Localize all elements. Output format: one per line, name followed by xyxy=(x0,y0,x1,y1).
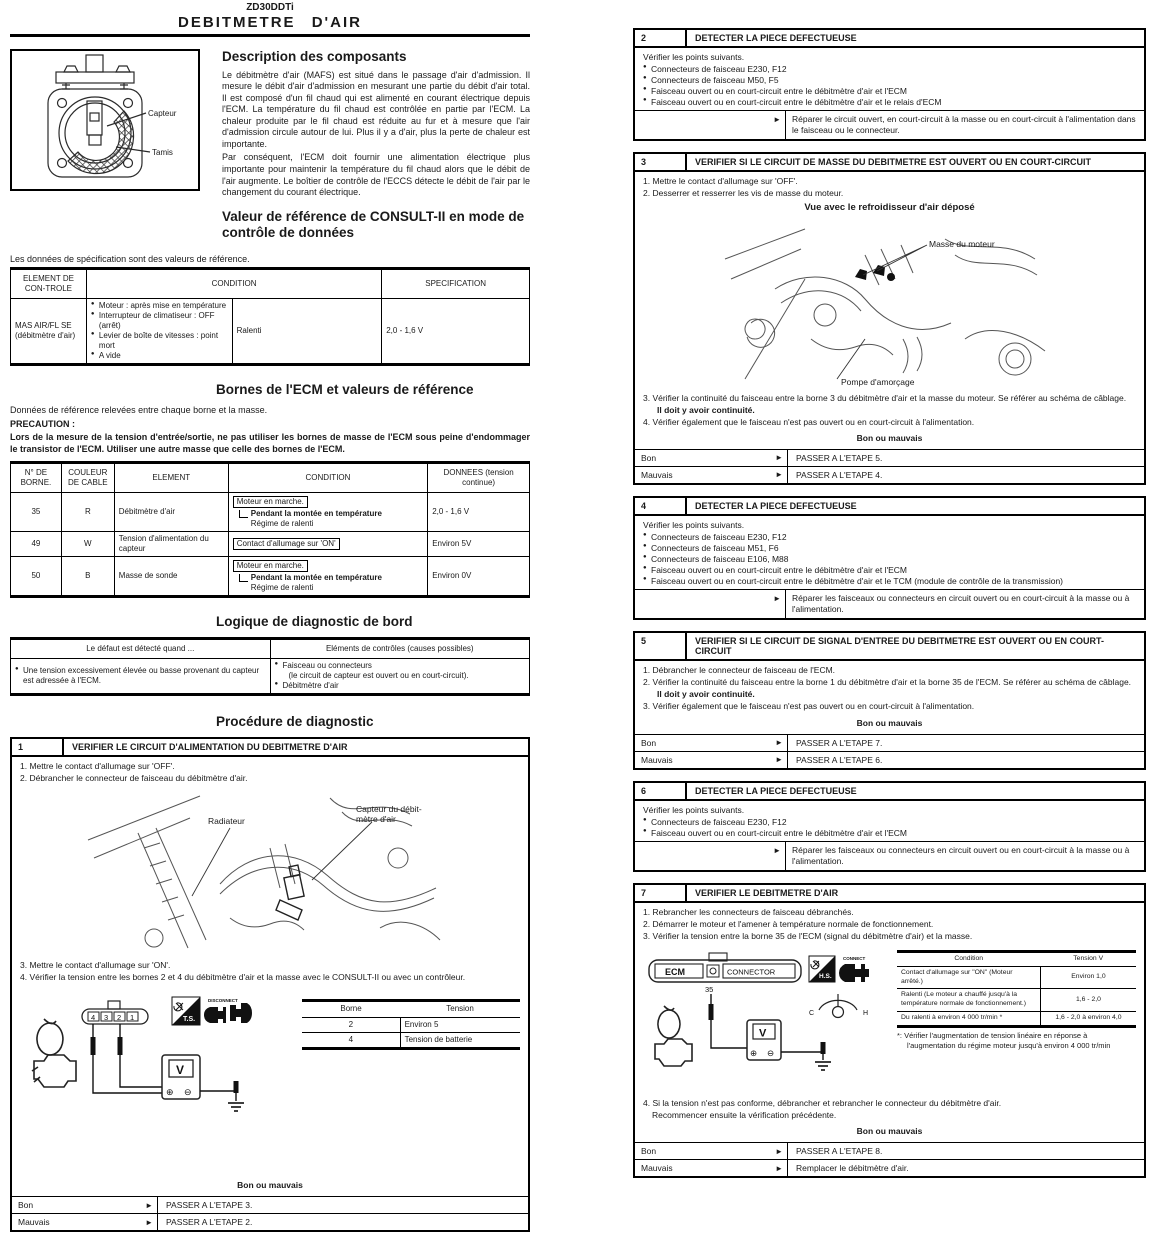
ts-icon xyxy=(172,997,200,1025)
hs-icon xyxy=(809,956,835,982)
svg-text:⊖: ⊖ xyxy=(767,1047,775,1058)
logique-heading: Logique de diagnostic de bord xyxy=(216,614,413,630)
result-row-bon: Bon ► PASSER A L'ETAPE 8. xyxy=(635,1142,1144,1159)
result-row-mauvais: Mauvais ► PASSER A L'ETAPE 2. xyxy=(12,1213,528,1230)
bornes-col-couleur: COULEUR DE CABLE xyxy=(61,463,114,493)
svg-text:⊕: ⊕ xyxy=(166,1087,174,1098)
engine-compartment-illustration xyxy=(80,788,460,956)
description-text xyxy=(222,49,530,246)
engine-icon xyxy=(655,1006,692,1066)
figure-label-pompe: Pompe d'amorçage xyxy=(840,376,914,387)
ground-symbol xyxy=(781,1042,831,1070)
page-title: DEBITMETRE D'AIR xyxy=(178,14,362,31)
bornes-heading: Bornes de l'ECM et valeurs de référence xyxy=(216,382,474,398)
svg-text:T.S.: T.S. xyxy=(183,1016,196,1024)
figure-label-tamis: Tamis xyxy=(152,148,173,157)
description-section xyxy=(10,49,530,246)
engine-bay-figure-1 xyxy=(20,788,520,956)
title-rule xyxy=(10,34,530,37)
engine-ground-illustration xyxy=(715,219,1065,389)
temperature-gauge-icon xyxy=(819,994,857,1018)
precaution-text: Lors de la mesure de la tension d'entrée/sortie, ne pas utiliser les bornes de masse de l'ECM sous peine d'endommager le transistor de l'ECM. Utiliser une autre masse que celle des bornes de l'ECM. xyxy=(10,432,530,454)
table-row: Contact d'allumage sur "ON" (Moteur arrêté.) Environ 1,0 xyxy=(897,966,1136,989)
tension-table-wrap xyxy=(897,950,1136,1050)
maf-connector-icon xyxy=(82,1001,148,1024)
connect-icon xyxy=(839,956,869,982)
repair-action-row: ► Réparer le circuit ouvert, en court-circuit à la masse ou en court-circuit à l'alimentation dans le faisceau ou le connecteur. xyxy=(635,110,1144,139)
svg-text:CONNECTOR: CONNECTOR xyxy=(727,967,776,977)
consult-row xyxy=(11,299,530,365)
table-row: 49 W Tension d'alimentation du capteur Contact d'allumage sur 'ON' Environ 5V xyxy=(11,532,530,557)
step-1-body: 1. Mettre le contact d'allumage sur 'OFF'. 2. Débrancher le connecteur de faisceau du débitmètre d'air. Radiateur Capteur du débit- mètre d'air 3. Mettre le contact d'allumage sur 'ON'. 4. Vérifier la tension entre les bornes 2 et 4 du débitmètre d'air et la masse avec le CONSULT-II ou avec un contrôleur. 4 3 2 1 V ⊕ ⊖ T.S. DISCONNECT Borne Tension 2 Environ 5 4 Tension de batterie Bon ou mauvais xyxy=(12,757,528,1196)
ecm-terminals-table xyxy=(10,461,530,598)
borne-tension-table-wrap xyxy=(302,999,520,1050)
svg-text:C: C xyxy=(809,1009,815,1017)
consult-condition2-cell: Ralenti xyxy=(232,299,382,365)
consult-col-spec: SPECIFICATION xyxy=(382,269,530,299)
consult-col-element: ELEMENT DE CON-TROLE xyxy=(11,269,87,299)
arrow-icon: ► xyxy=(775,1146,783,1156)
figure-label-capteur-line1: Capteur du débit- xyxy=(356,804,422,815)
voltmeter-icon xyxy=(162,1055,200,1099)
consult-note: Les données de spécification sont des valeurs de référence. xyxy=(10,254,250,265)
engine-code: ZD30DDTi xyxy=(246,2,294,13)
svg-text:ECM: ECM xyxy=(665,966,685,977)
ecm-connector-icon xyxy=(649,953,801,994)
svg-text:DISCONNECT: DISCONNECT xyxy=(208,998,238,1004)
svg-text:H: H xyxy=(863,1009,869,1017)
result-row-bon: Bon ► PASSER A L'ETAPE 7. xyxy=(635,734,1144,751)
description-para1: Le débitmètre d'air (MAFS) est situé dans le passage d'air d'admission. Il mesure le débit d'air d'admission en mesurant une partie du débit d'air total. Il est composé d'un fil chaud qui est alimenté en courant électrique depuis l'ECM. La température du fil chaud est contrôlée en partie par l'ECM. La chaleur produite par le fil chaud est réduite au fur et à mesure que l'air d'admission circule autour de lui. Plus il y a d'air, plus la perte de chaleur est importante. xyxy=(222,69,530,149)
step-7-box: 7 VERIFIER LE DEBITMETRE D'AIR 1. Rebrancher les connecteurs de faisceau débranchés. 2. Démarrer le moteur et l'amener à température normale de fonctionnement. 3. Vérifier la tension entre la borne 35 de l'ECM (signal du débitmètre d'air) et la masse. ECM CONNECTOR 35 V ⊕ ⊖ H.S. CONNECT C H Condition Tension V Contact d'allumage sur "ON" (Moteur arrêté.) Environ 1,0 Ralenti (Le moteur a chauffé jusqu'à la température normale de fonctionnement.) 1,6 - 2,0 Du ralenti à environ 4 000 tr/min * 1,6 - 2,0 à environ 4,0 *: Vérifier l'augmentation de tension linéaire en réponse à l'augmentation du régime moteur jusqu'à environ 4 000 tr/min 4. Si la tension n'est pas conforme, débrancher et rebrancher le connecteur du débitmètre d'air. Recommencer ensuite la vérification précédente. Bon ou mauvais Bon ► PASSER A L'ETAPE 8. Mauvais ► Remplacer le débitmètre d'air. xyxy=(633,883,1146,1178)
bornes-note: Données de référence relevées entre chaque borne et la masse. xyxy=(10,405,268,416)
logique-col2-header: Eléments de contrôles (causes possibles) xyxy=(270,639,530,659)
table-row: Du ralenti à environ 4 000 tr/min * 1,6 - 2,0 à environ 4,0 xyxy=(897,1012,1136,1027)
svg-text:1: 1 xyxy=(130,1013,135,1023)
figure-label-capteur-line2: mètre d'air xyxy=(356,814,396,825)
arrow-icon: ► xyxy=(145,1200,153,1210)
description-heading: Description des composants xyxy=(222,49,407,64)
figure-label-radiateur: Radiateur xyxy=(208,816,245,827)
consult-spec-cell: 2,0 - 1,6 V xyxy=(382,299,530,365)
pin-35-label: 35 xyxy=(705,984,714,994)
logique-col1-header: Le défaut est détecté quand ... xyxy=(11,639,271,659)
arrow-icon: ► xyxy=(775,470,783,480)
maf-sensor-illustration xyxy=(12,51,194,185)
table-row: 2 Environ 5 xyxy=(302,1017,520,1032)
table-row: 50 B Masse de sonde Moteur en marche. Pendant la montée en température Régime de ralenti Environ 0V xyxy=(11,557,530,597)
figure-label-masse: Masse du moteur xyxy=(928,238,995,249)
svg-text:⊕: ⊕ xyxy=(750,1047,758,1058)
repair-action-row: ► Réparer les faisceaux ou connecteurs en circuit ouvert ou en court-circuit à la masse ou à l'alimentation. xyxy=(635,589,1144,618)
consult-col-condition: CONDITION xyxy=(86,269,381,299)
engine-icon xyxy=(32,1019,76,1087)
step-1-box xyxy=(10,737,530,1232)
consult-condition-cell: ● Moteur : après mise en température ● Interrupteur de climatiseur : OFF (arrêt) ● Levier de boîte de vitesses : point mort ● A vide xyxy=(86,299,232,365)
arrow-icon: ► xyxy=(775,755,783,765)
table-row: 4 Tension de batterie xyxy=(302,1032,520,1048)
step-1-header: 1 VERIFIER LE CIRCUIT D'ALIMENTATION DU DEBITMETRE D'AIR xyxy=(12,739,528,757)
svg-text:4: 4 xyxy=(91,1013,96,1023)
svg-text:⊖: ⊖ xyxy=(184,1087,192,1098)
svg-text:H.S.: H.S. xyxy=(819,972,832,980)
verdict-label: Bon ou mauvais xyxy=(237,1180,303,1191)
consult-element-cell: MAS AIR/FL SE (débitmètre d'air) xyxy=(11,299,87,365)
result-row-mauvais: Mauvais ► PASSER A L'ETAPE 4. xyxy=(635,466,1144,483)
arrow-icon: ► xyxy=(773,115,781,125)
svg-text:3: 3 xyxy=(104,1013,109,1023)
result-row-mauvais: Mauvais ► PASSER A L'ETAPE 6. xyxy=(635,751,1144,768)
bornes-col-donnees: DONNEES (tension continue) xyxy=(428,463,530,493)
voltmeter-icon xyxy=(747,1020,781,1060)
engine-bay-figure-2 xyxy=(643,219,1136,389)
svg-text:2: 2 xyxy=(117,1013,122,1023)
condition-tension-table: Condition Tension V Contact d'allumage sur "ON" (Moteur arrêté.) Environ 1,0 Ralenti (Le moteur a chauffé jusqu'à la température normale de fonctionnement.) 1,6 - 2,0 Du ralenti à environ 4 000 tr/min * 1,6 - 2,0 à environ 4,0 xyxy=(897,950,1136,1028)
svg-text:V: V xyxy=(176,1063,185,1078)
table-row: Ralenti (Le moteur a chauffé jusqu'à la température normale de fonctionnement.) 1,6 - 2,0 xyxy=(897,989,1136,1012)
page-header xyxy=(10,0,530,37)
result-row-bon: Bon ► PASSER A L'ETAPE 5. xyxy=(635,449,1144,466)
consult-reference-table xyxy=(10,267,530,366)
ground-bolts xyxy=(855,265,895,281)
ground-symbol xyxy=(200,1081,244,1111)
arrow-icon: ► xyxy=(145,1217,153,1227)
procedure-heading: Procédure de diagnostic xyxy=(216,714,374,730)
right-column xyxy=(633,28,1146,1189)
step-3-box: 3 VERIFIER SI LE CIRCUIT DE MASSE DU DEBITMETRE EST OUVERT OU EN COURT-CIRCUIT 1. Mettre le contact d'allumage sur 'OFF'. 2. Desserrer et resserrer les vis de masse du moteur. Vue avec le refroidisseur d'air déposé Masse du moteur Pompe d'amorçage 3. Vérifier la continuité du faisceau entre la borne 3 du débitmètre d'air et la masse du moteur. Se référer au schéma de câblage. Il doit y avoir continuité. 4. Vérifier également que le faisceau n'est pas ouvert ou en court-circuit à l'alimentation. Bon ou mauvais Bon ► PASSER A L'ETAPE 5. Mauvais ► PASSER A L'ETAPE 4. xyxy=(633,152,1146,485)
table-row: 35 R Débitmètre d'air Moteur en marche. Pendant la montée en température Régime de ralenti 2,0 - 1,6 V xyxy=(11,493,530,532)
arrow-icon: ► xyxy=(775,738,783,748)
bornes-col-element: ELEMENT xyxy=(114,463,228,493)
step-5-box: 5 VERIFIER SI LE CIRCUIT DE SIGNAL D'ENTREE DU DEBITMETRE EST OUVERT OU EN COURT-CIRCUIT 1. Débrancher le connecteur de faisceau de l'ECM. 2. Vérifier la continuité du faisceau entre la borne 1 du débitmètre d'air et la borne 35 de l'ECM. Se référer au schéma de câblage. Il doit y avoir continuité. 3. Vérifier également que le faisceau n'est pas ouvert ou en court-circuit à l'alimentation. Bon ou mauvais Bon ► PASSER A L'ETAPE 7. Mauvais ► PASSER A L'ETAPE 6. xyxy=(633,631,1146,769)
repair-action-row: ► Réparer les faisceaux ou connecteurs en circuit ouvert ou en court-circuit à la masse ou à l'alimentation. xyxy=(635,841,1144,870)
arrow-icon: ► xyxy=(773,594,781,604)
result-row-bon: Bon ► PASSER A L'ETAPE 3. xyxy=(12,1196,528,1213)
step-4-box: 4 DETECTER LA PIECE DEFECTUEUSE Vérifier les points suivants. ● Connecteurs de faisceau E230, F12 ● Connecteurs de faisceau M51, F6 ● Connecteurs de faisceau E106, M88 ● Faisceau ouvert ou en court-circuit entre le débitmètre d'air et l'ECM ● Faisceau ouvert ou en court-circuit entre le débitmètre d'air et le TCM (module de contrôle de la transmission) ► Réparer les faisceaux ou connecteurs en circuit ouvert ou en court-circuit à la masse ou à l'alimentation. xyxy=(633,496,1146,620)
borne-tension-table: Borne Tension 2 Environ 5 4 Tension de batterie xyxy=(302,999,520,1050)
terminal-measurement-diagram xyxy=(20,989,288,1117)
disconnect-icon xyxy=(204,998,252,1023)
precaution-label: PRECAUTION : xyxy=(10,418,75,429)
figure-title: Vue avec le refroidisseur d'air déposé xyxy=(804,202,975,214)
diagnostic-logic-table xyxy=(10,637,530,696)
measurement-diagram-row xyxy=(20,989,520,1117)
svg-text:CONNECT: CONNECT xyxy=(843,955,866,961)
arrow-icon: ► xyxy=(775,453,783,463)
bornes-col-borne: N° DE BORNE. xyxy=(11,463,62,493)
bornes-col-condition: CONDITION xyxy=(228,463,427,493)
ecm-measurement-row xyxy=(643,948,1136,1080)
consult-heading: Valeur de référence de CONSULT-II en mode de contrôle de données xyxy=(222,208,525,241)
description-para2: Par conséquent, l'ECM doit fournir une alimentation électrique plus importante pour maintenir la température du fil chaud alors que le débit de l'air augmente. Le boîtier de contrôle de l'ECCS détecte le débit de l'air par le changement du courant électrique. xyxy=(222,152,530,198)
table-footnote: *: Vérifier l'augmentation de tension linéaire en réponse à l'augmentation du régime moteur jusqu'à environ 4 000 tr/min xyxy=(897,1030,1111,1050)
step-2-box: 2 DETECTER LA PIECE DEFECTUEUSE Vérifier les points suivants. ● Connecteurs de faisceau E230, F12 ● Connecteurs de faisceau M50, F5 ● Faisceau ouvert ou en court-circuit entre le débitmètre d'air et l'ECM ● Faisceau ouvert ou en court-circuit entre le débitmètre d'air et le relais d'ECM ► Réparer le circuit ouvert, en court-circuit à la masse ou en court-circuit à l'alimentation dans le faisceau ou le connecteur. xyxy=(633,28,1146,141)
arrow-icon: ► xyxy=(775,1163,783,1173)
maf-component-figure xyxy=(10,49,200,191)
arrow-icon: ► xyxy=(773,845,781,855)
left-column xyxy=(10,0,530,1243)
result-row-mauvais: Mauvais ► Remplacer le débitmètre d'air. xyxy=(635,1159,1144,1176)
step-6-box: 6 DETECTER LA PIECE DEFECTUEUSE Vérifier les points suivants. ● Connecteurs de faisceau E230, F12 ● Faisceau ouvert ou en court-circuit entre le débitmètre d'air et l'ECM ► Réparer les faisceaux ou connecteurs en circuit ouvert ou en court-circuit à la masse ou à l'alimentation. xyxy=(633,781,1146,872)
svg-text:V: V xyxy=(759,1027,767,1040)
ecm-measurement-diagram xyxy=(643,948,883,1080)
figure-label-capteur: Capteur xyxy=(148,109,177,118)
table-row: ● Une tension excessivement élevée ou basse provenant du capteur est adressée à l'ECM. ● Faisceau ou connecteurs (le circuit de capteur est ouvert ou en court-circuit). ● Débitmètre d'air xyxy=(11,659,530,695)
